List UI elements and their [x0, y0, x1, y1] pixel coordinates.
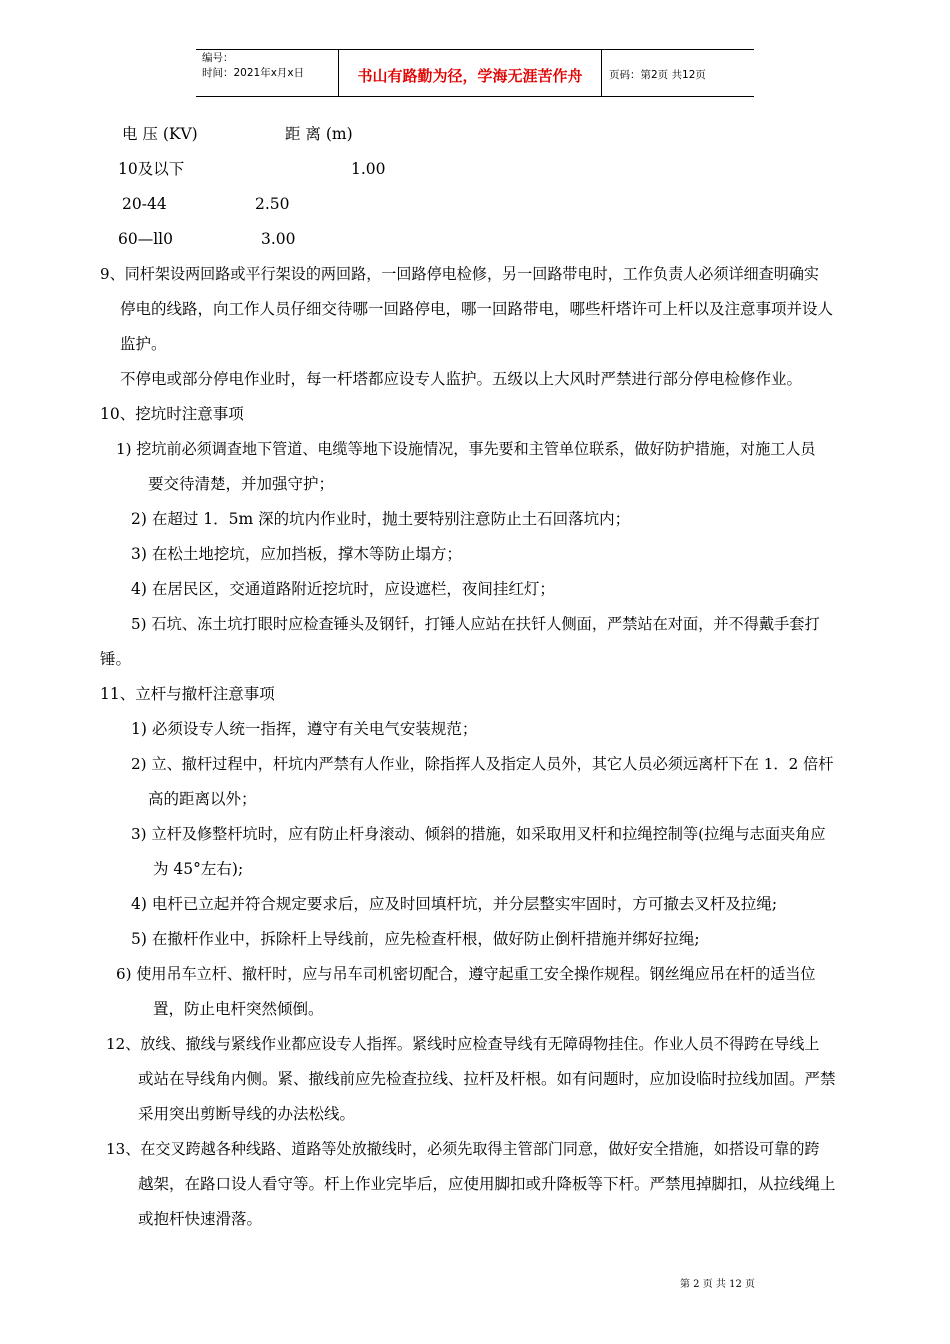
page-footer: 第 2 页 共 12 页 [680, 1279, 755, 1290]
body-line: 为 45°左右); [153, 860, 244, 878]
body-line: 高的距离以外； [148, 790, 257, 808]
body-line: 5) 石坑、冻土坑打眼时应检查锤头及钢钎，打锤人应站在扶钎人侧面，严禁站在对面，并不得戴手套打 [131, 615, 820, 633]
body-line: 1) 挖坑前必须调查地下管道、电缆等地下设施情况，事先要和主管单位联系，做好防护措施，对施工人员 [116, 440, 816, 458]
section-heading: 10、挖坑时注意事项 [100, 405, 244, 423]
table-row-distance: 1.00 [351, 160, 386, 178]
table-row-voltage: 60—ll0 [118, 230, 173, 248]
body-line: 4) 电杆已立起并符合规定要求后，应及时回填杆坑，并分层整实牢固时，方可撤去叉杆及拉绳; [131, 895, 778, 913]
header-meta [196, 50, 339, 96]
time-label: 时间：2021年x月x日 [202, 67, 305, 79]
table-row-voltage: 20-44 [122, 195, 167, 213]
table-head-voltage: 电 压 (KV) [122, 125, 198, 143]
body-line: 或抱杆快速滑落。 [138, 1210, 263, 1228]
body-line: 锤。 [100, 650, 132, 668]
body-line: 2) 在超过 1．5m 深的坑内作业时，抛土要特别注意防止土石回落坑内； [131, 510, 631, 528]
body-line: 不停电或部分停电作业时，每一杆塔都应设专人监护。五级以上大风时严禁进行部分停电检修作业。 [120, 370, 803, 388]
body-line: 停电的线路，向工作人员仔细交待哪一回路停电，哪一回路带电，哪些杆塔许可上杆以及注意事项并设人 [120, 300, 834, 318]
body-line: 或站在导线角内侧。紧、撤线前应先检查拉线、拉杆及杆根。如有问题时，应加设临时拉线加固。严禁 [138, 1070, 836, 1088]
table-head-distance: 距 离 (m) [285, 125, 353, 143]
table-row-distance: 3.00 [261, 230, 296, 248]
body-line: 4) 在居民区，交通道路附近挖坑时，应设遮栏，夜间挂红灯； [131, 580, 555, 598]
body-line: 12、放线、撤线与紧线作业都应设专人指挥。紧线时应检查导线有无障碍物挂住。作业人员不得跨在导线上 [106, 1035, 820, 1053]
body-line: 越架，在路口设人看守等。杆上作业完毕后，应使用脚扣或升降板等下杆。严禁甩掉脚扣，从拉线绳上 [138, 1175, 836, 1193]
body-line: 采用突出剪断导线的办法松线。 [138, 1105, 356, 1123]
table-row-distance: 2.50 [255, 195, 290, 213]
page-header [196, 49, 754, 97]
body-line: 要交待清楚，并加强守护； [148, 475, 335, 493]
body-line: 5) 在撤杆作业中，拆除杆上导线前，应先检查杆根，做好防止倒杆措施并绑好拉绳; [131, 930, 700, 948]
body-line: 1) 必须设专人统一指挥，遵守有关电气安装规范； [131, 720, 478, 738]
section-heading: 11、立杆与撤杆注意事项 [100, 685, 275, 703]
body-line: 3) 在松土地挖坑，应加挡板，撑木等防止塌方； [131, 545, 462, 563]
body-line: 9、同杆架设两回路或平行架设的两回路，一回路停电检修，另一回路带电时，工作负责人必须详细查明确实 [100, 265, 820, 283]
body-line: 6) 使用吊车立杆、撤杆时，应与吊车司机密切配合，遵守起重工安全操作规程。钢丝绳应吊在杆的适当位 [116, 965, 816, 983]
body-line: 监护。 [120, 335, 167, 353]
header-page-code: 页码：第2页 共12页 [609, 68, 706, 81]
body-line: 13、在交叉跨越各种线路、道路等处放撤线时，必须先取得主管部门同意，做好安全措施，如搭设可靠的跨 [106, 1140, 820, 1158]
body-line: 3) 立杆及修整杆坑时，应有防止杆身滚动、倾斜的措施，如采取用叉杆和拉绳控制等(拉绳与志面夹角应 [131, 825, 826, 843]
body-line: 2) 立、撤杆过程中，杆坑内严禁有人作业，除指挥人及指定人员外，其它人员必须远离杆下在 1．2 倍杆 [131, 755, 834, 773]
header-motto: 书山有路勤为径，学海无涯苦作舟 [339, 50, 602, 96]
table-row-voltage: 10及以下 [118, 160, 185, 178]
body-line: 置，防止电杆突然倾倒。 [153, 1000, 324, 1018]
number-label: 编号： [202, 52, 234, 64]
